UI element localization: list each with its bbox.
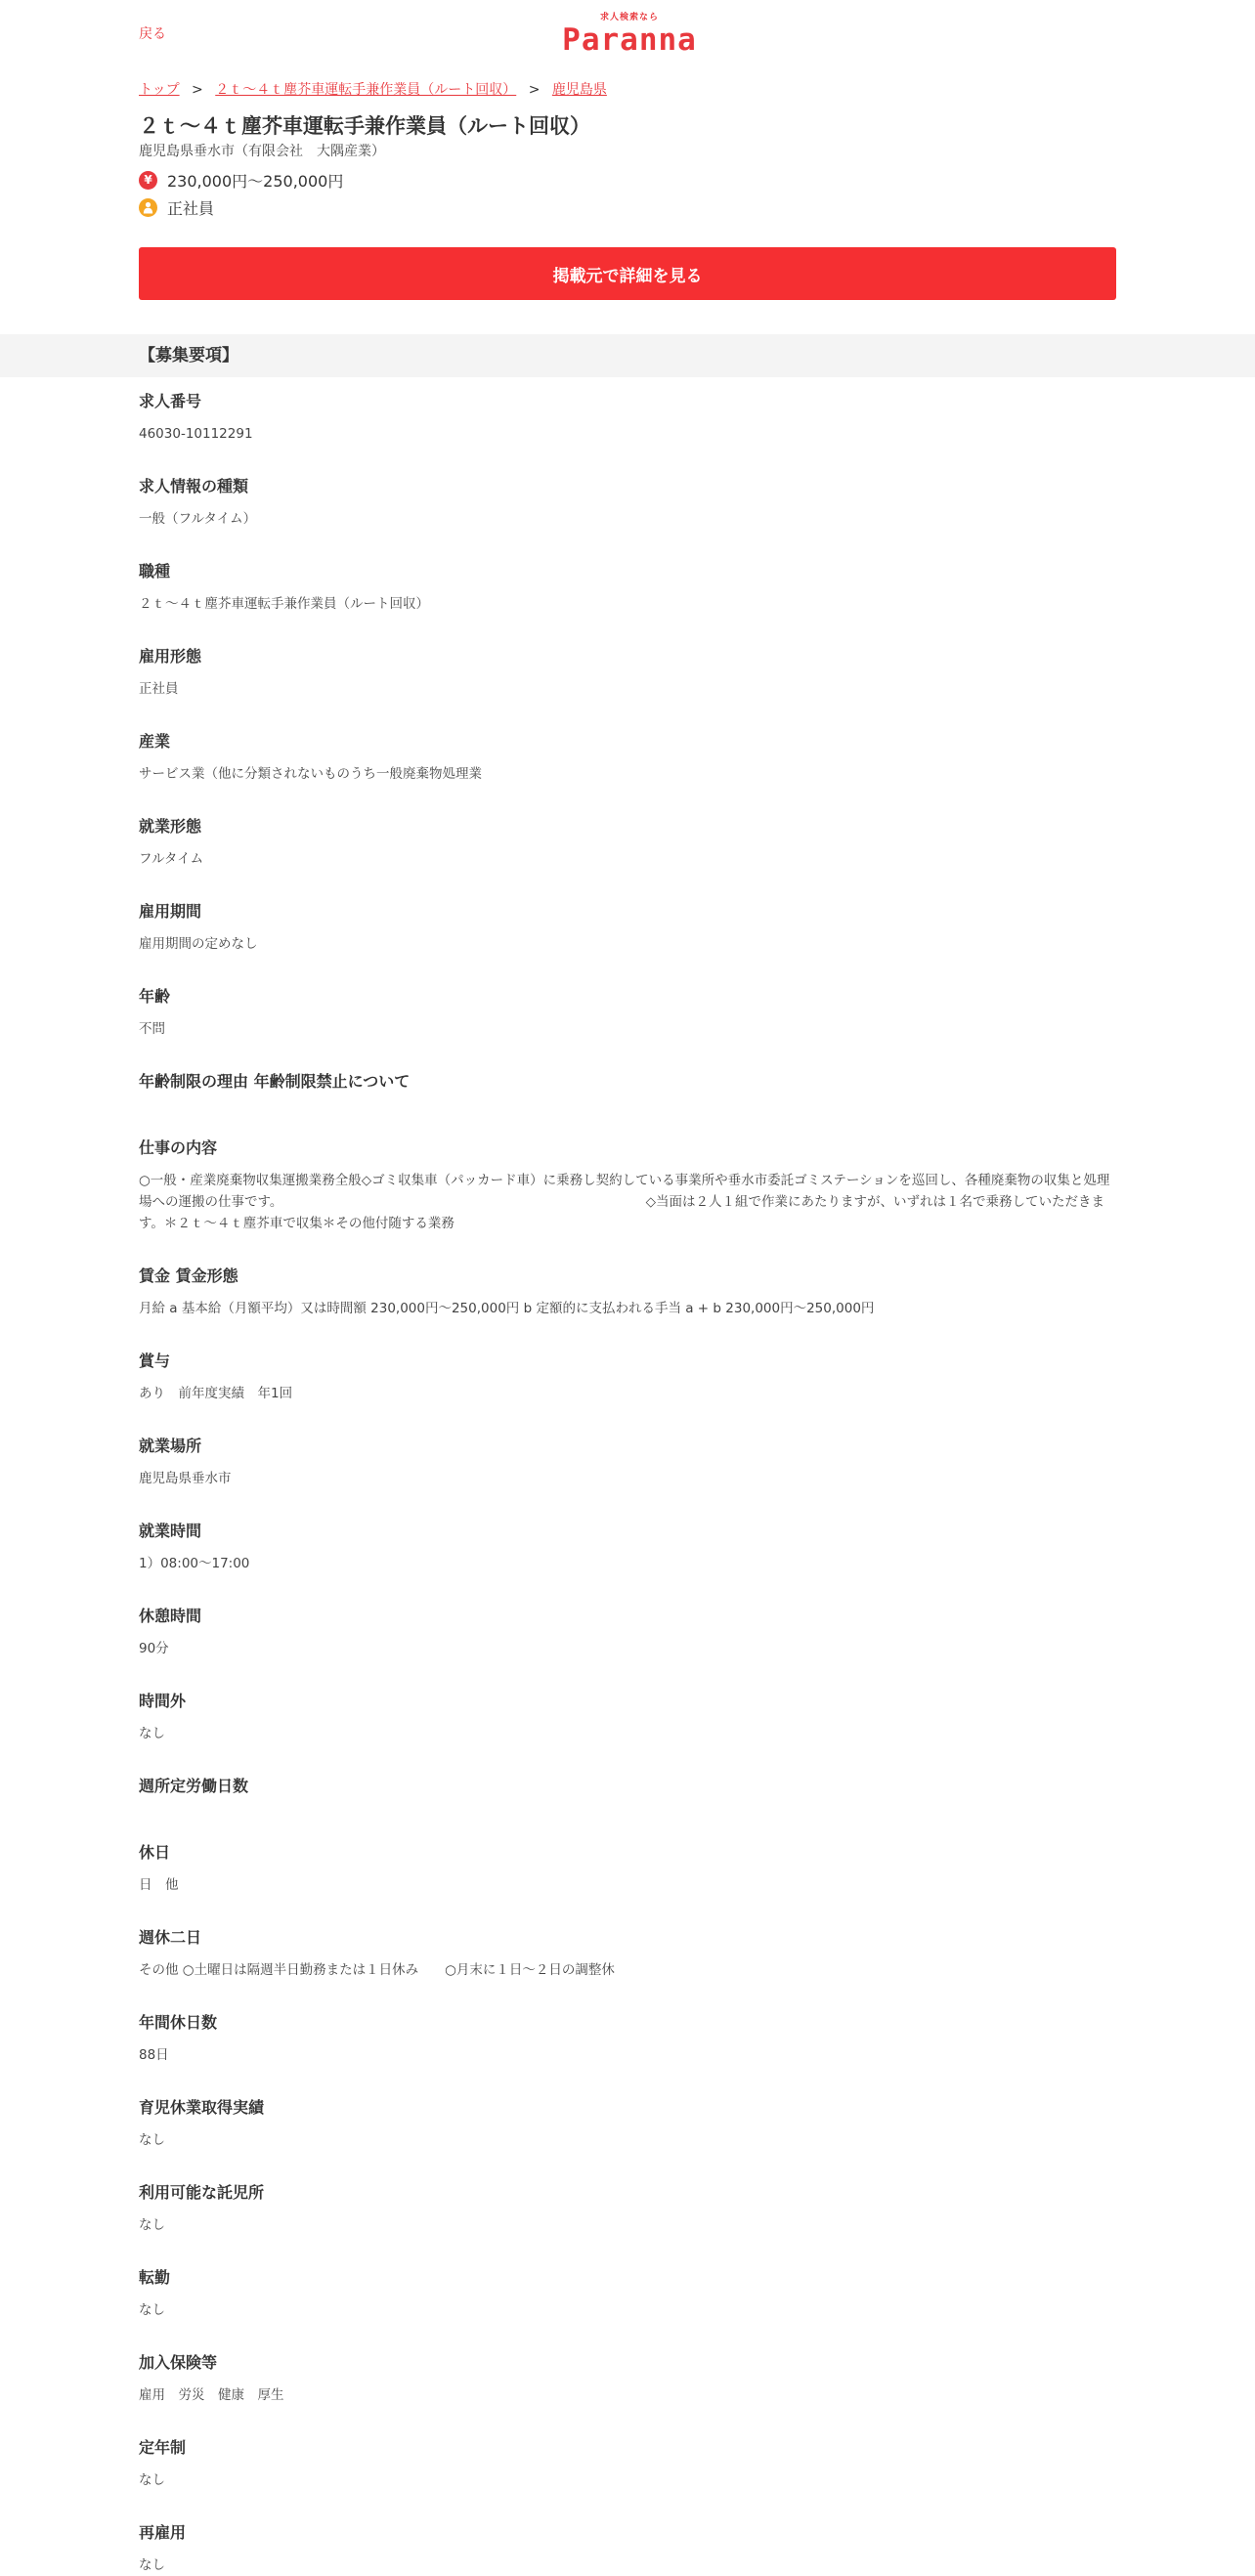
detail-value: 88日: [139, 2047, 169, 2063]
detail-label: 再雇用: [139, 2523, 187, 2542]
detail-value: なし: [139, 2472, 165, 2488]
detail-label: 雇用形態: [139, 647, 202, 665]
detail-label: 就業形態: [139, 817, 202, 836]
detail-label: 休憩時間: [139, 1607, 202, 1625]
detail-item: [139, 2437, 1116, 2491]
logo-tagline: 求人検索なら: [599, 13, 659, 22]
detail-item: [139, 391, 1116, 445]
detail-item: [139, 1071, 1116, 1106]
detail-item: [139, 646, 1116, 700]
detail-item: [139, 2522, 1116, 2576]
detail-value: なし: [139, 2557, 165, 2573]
detail-item: [139, 1927, 1116, 1981]
detail-item: [139, 2352, 1116, 2406]
detail-item: [139, 1691, 1116, 1744]
detail-label: 雇用期間: [139, 902, 202, 921]
detail-value: 月給 a 基本給（月額平均）又は時間額 230,000円～250,000円 b 定額的に支払われる手当 a + b 230,000円～250,000円: [139, 1301, 875, 1316]
detail-label: 育児休業取得実績: [139, 2098, 265, 2117]
detail-item: [139, 1351, 1116, 1404]
detail-item: [139, 2097, 1116, 2151]
detail-label: 加入保険等: [139, 2353, 218, 2372]
detail-value: 鹿児島県垂水市: [139, 1471, 232, 1486]
detail-value: 正社員: [139, 681, 179, 697]
detail-value: [139, 1093, 1116, 1106]
breadcrumb-separator: >: [528, 82, 541, 98]
person-icon: [139, 198, 157, 217]
detail-label: 定年制: [139, 2438, 187, 2457]
logo-text: Paranna: [562, 22, 697, 58]
detail-label: 産業: [139, 732, 171, 751]
detail-value: なし: [139, 2217, 165, 2233]
detail-label: 求人番号: [139, 392, 202, 410]
breadcrumb: [139, 80, 1116, 100]
detail-value: なし: [139, 2302, 165, 2318]
detail-label: 転勤: [139, 2268, 171, 2287]
detail-label: 年齢制限の理由 年齢制限禁止について: [139, 1072, 411, 1091]
detail-value: 一般（フルタイム）: [139, 511, 257, 527]
breadcrumb-top-link[interactable]: トップ: [139, 82, 180, 98]
detail-item: [139, 1842, 1116, 1896]
detail-label: 就業時間: [139, 1522, 202, 1540]
detail-value: 日 他: [139, 1877, 179, 1893]
section-title: 【募集要項】: [139, 346, 238, 365]
detail-label: 利用可能な託児所: [139, 2183, 265, 2202]
section-header: [0, 334, 1255, 377]
detail-value: [139, 1797, 1116, 1811]
detail-value: 46030-10112291: [139, 426, 253, 442]
detail-label: 週休二日: [139, 1928, 202, 1947]
detail-label: 賞与: [139, 1352, 171, 1370]
detail-item: [139, 1606, 1116, 1659]
header: [139, 0, 1116, 70]
detail-value: なし: [139, 1726, 165, 1741]
breadcrumb-separator: >: [192, 82, 203, 98]
detail-label: 仕事の内容: [139, 1138, 218, 1157]
detail-item: [139, 1521, 1116, 1574]
salary-row: [139, 169, 1116, 191]
detail-label: 職種: [139, 562, 171, 580]
detail-item: [139, 2182, 1116, 2236]
detail-value: 不問: [139, 1021, 165, 1037]
detail-label: 休日: [139, 1843, 171, 1862]
breadcrumb-prefecture-link[interactable]: 鹿児島県: [551, 82, 607, 98]
detail-value: ○一般・産業廃棄物収集運搬業務全般◇ゴミ収集車（パッカード車）に乗務し契約している事業所や垂水市委託ゴミステーションを巡回し、各種廃棄物の収集と処理場への運搬の仕事です。 ◇当面は２人１組で作業にあたりますが、いずれは１名で乗務していただきます。＊２ｔ～４ｔ塵芥車で収集＊その他付随する業務: [139, 1173, 1110, 1231]
detail-value: 90分: [139, 1641, 169, 1656]
detail-item: [139, 476, 1116, 530]
detail-item: [139, 2012, 1116, 2066]
logo[interactable]: [561, 12, 698, 57]
detail-value: 1）08:00～17:00: [139, 1556, 250, 1571]
detail-item: [139, 731, 1116, 785]
view-details-button[interactable]: 掲載元で詳細を見る: [139, 247, 1116, 300]
detail-label: 求人情報の種類: [139, 477, 249, 495]
detail-value: なし: [139, 2132, 165, 2148]
detail-label: 就業場所: [139, 1437, 202, 1455]
detail-value: サービス業（他に分類されないものうち一般廃棄物処理業: [139, 766, 482, 782]
detail-item: [139, 816, 1116, 870]
detail-label: 時間外: [139, 1692, 187, 1710]
job-details-list: [139, 377, 1116, 2576]
detail-value: 雇用 労災 健康 厚生: [139, 2387, 284, 2403]
employment-row: [139, 196, 1116, 218]
company-name: 鹿児島県垂水市（有限会社 大隅産業）: [139, 144, 385, 159]
detail-value: 雇用期間の定めなし: [139, 936, 258, 952]
detail-value: ２ｔ～４ｔ塵芥車運転手兼作業員（ルート回収）: [139, 596, 429, 612]
detail-label: 年齢: [139, 987, 171, 1006]
detail-label: 賃金 賃金形態: [139, 1267, 238, 1285]
yen-icon: ¥: [139, 171, 157, 190]
detail-item: [139, 986, 1116, 1040]
detail-item: [139, 561, 1116, 615]
back-link[interactable]: 戻る: [139, 26, 166, 42]
detail-item: [139, 901, 1116, 955]
detail-item: [139, 1266, 1116, 1319]
salary-text: 230,000円～250,000円: [167, 171, 344, 191]
detail-item: [139, 2267, 1116, 2321]
detail-item: [139, 1436, 1116, 1489]
detail-label: 年間休日数: [139, 2013, 218, 2032]
detail-item: [139, 1776, 1116, 1811]
job-title: ２ｔ～４ｔ塵芥車運転手兼作業員（ルート回収）: [139, 114, 590, 138]
detail-value: あり 前年度実績 年1回: [139, 1386, 293, 1401]
detail-value: フルタイム: [139, 851, 204, 867]
detail-item: [139, 1138, 1116, 1234]
breadcrumb-job-link[interactable]: ２ｔ～４ｔ塵芥車運転手兼作業員（ルート回収）: [215, 82, 517, 98]
detail-value: その他 ○土曜日は隔週半日勤務または１日休み ○月末に１日～２日の調整休: [139, 1962, 615, 1978]
employment-type-text: 正社員: [167, 198, 215, 218]
detail-label: 週所定労働日数: [139, 1777, 249, 1795]
